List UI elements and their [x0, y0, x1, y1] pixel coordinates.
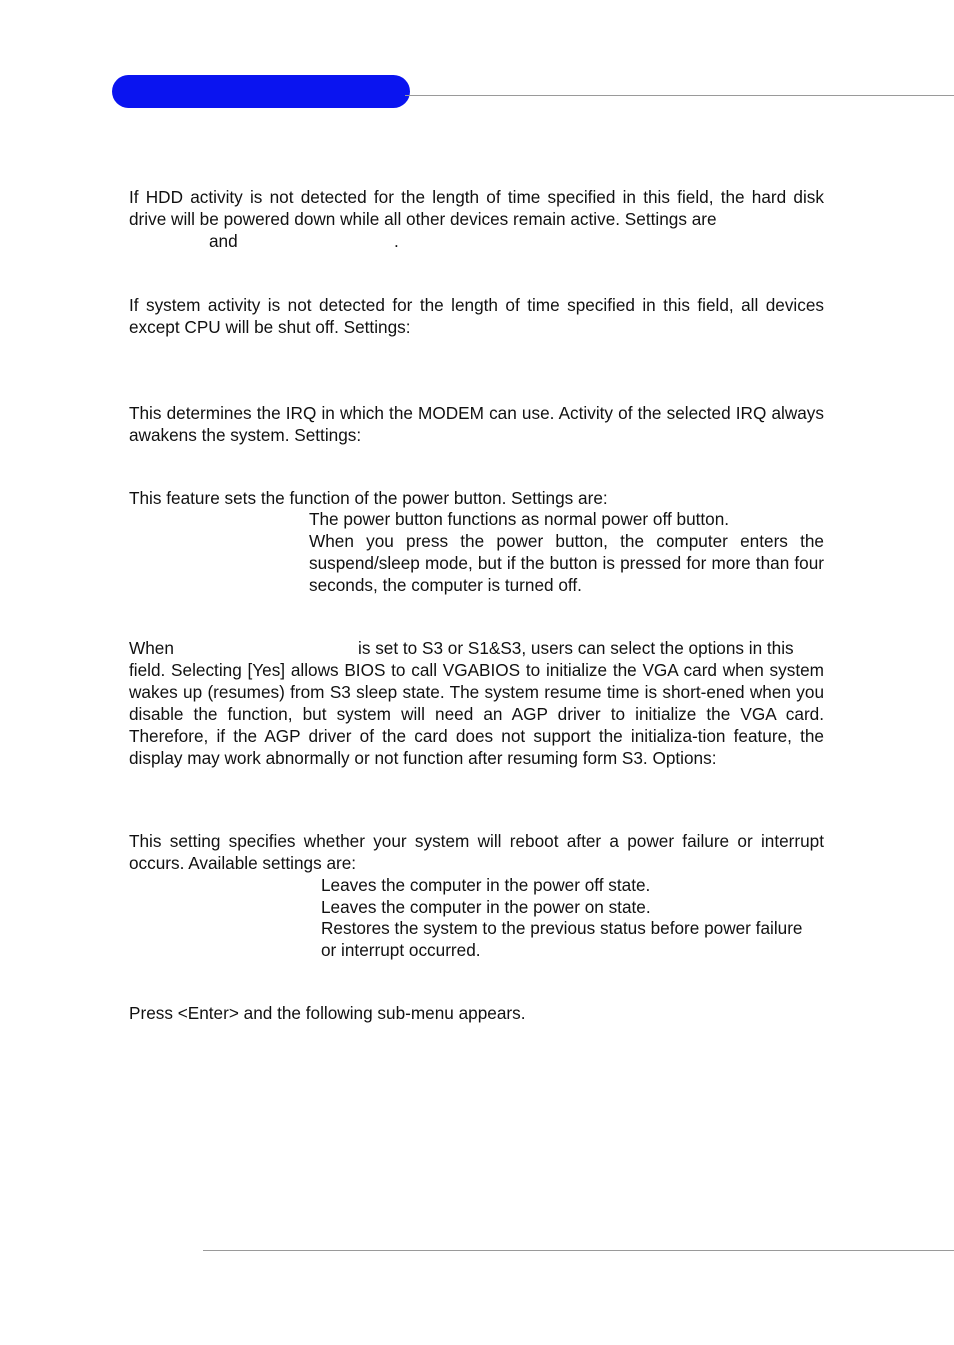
power-button-option-2: When you press the power button, the computer enters the suspend/sleep mode, but if the button is pressed for more than four seconds, the computer is turned off. [309, 531, 824, 595]
footer-rule [203, 1250, 954, 1251]
submenu-note: Press <Enter> and the following sub-menu appears. [129, 1003, 526, 1023]
power-loss-option-3: Restores the system to the previous status before power failure or interrupt occurred. [321, 918, 803, 960]
power-button-intro: This feature sets the function of the power button. Settings are: [129, 488, 608, 508]
power-loss-intro: This setting specifies whether your system will reboot after a power failure or interrupt occurs. Available settings are: [129, 831, 824, 873]
power-loss-option-2: Leaves the computer in the power on state. [321, 897, 651, 917]
hdd-and: and [209, 231, 238, 251]
suspend-description: If system activity is not detected for the length of time specified in this field, all devices except CPU will be shut off. Settings: [129, 295, 824, 337]
vga-first-line: is set to S3 or S1&S3, users can select the options in this [358, 638, 794, 658]
hdd-period: . [394, 231, 399, 251]
power-loss-option-1: Leaves the computer in the power off state. [321, 875, 651, 895]
section-header-pill [112, 75, 410, 108]
modem-description: This determines the IRQ in which the MODEM can use. Activity of the selected IRQ always awakens the system. Settings: [129, 403, 824, 445]
vga-when: When [129, 638, 174, 658]
hdd-description: If HDD activity is not detected for the length of time specified in this field, the hard disk drive will be powered down while all other devices remain active. Settings are [129, 187, 824, 229]
vga-description: field. Selecting [Yes] allows BIOS to call VGABIOS to initialize the VGA card when system wakes up (resumes) from S3 sleep state. The system resume time is short-ened when you disable the function, but system will need an AGP driver to initialize the VGA card. Therefore, if the AGP driver of the card does not support the initializa-tion feature, the display may work abnormally or not function after resuming form S3. Options: [129, 660, 824, 768]
power-button-option-1: The power button functions as normal power off button. [309, 509, 730, 529]
header-rule [405, 95, 954, 96]
